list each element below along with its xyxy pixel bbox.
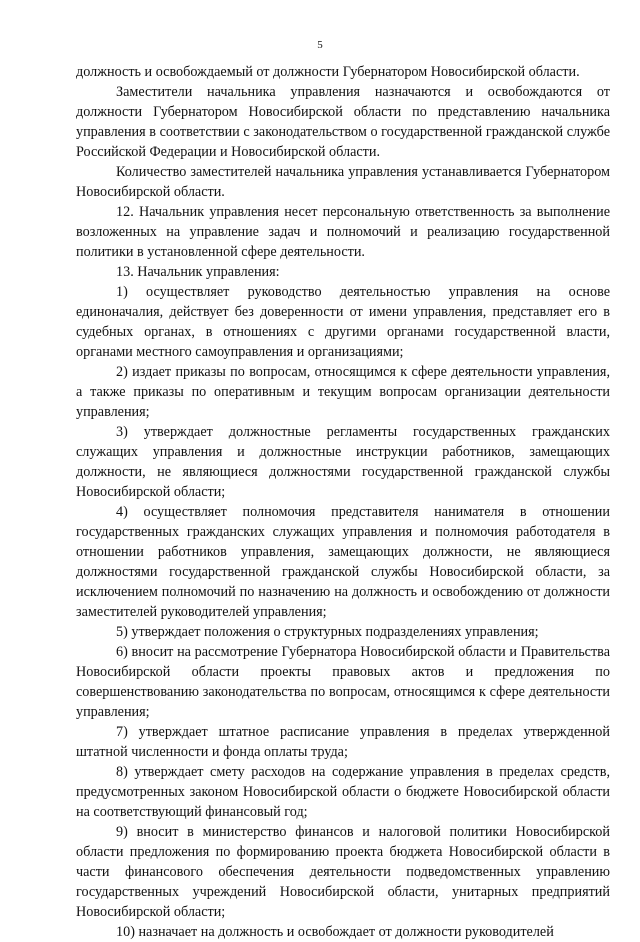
paragraph-deputies-appointment: Заместители начальника управления назначаются и освобождаются от должности Губернатором Новосибирской области по представлению начальника управления в соответствии с законодательством о государственной гражданской службе Российской Федерации и Новосибирской области. xyxy=(76,84,610,160)
list-item-3: 3) утверждает должностные регламенты государственных гражданских служащих управления и должностные инструкции работников, замещающих должности, не являющиеся должностями государственной гражданской службы Новосибирской области; xyxy=(76,424,610,500)
paragraph-deputies-count: Количество заместителей начальника управления устанавливается Губернатором Новосибирской области. xyxy=(76,164,610,200)
list-item-2: 2) издает приказы по вопросам, относящимся к сфере деятельности управления, а также приказы по оперативным и текущим вопросам организации деятельности управления; xyxy=(76,364,610,420)
list-item-7: 7) утверждает штатное расписание управления в пределах утвержденной штатной численности и фонда оплаты труда; xyxy=(76,724,610,760)
page-number: 5 xyxy=(317,39,323,51)
list-item-4: 4) осуществляет полномочия представителя нанимателя в отношении государственных гражданских служащих управления и полномочия работодателя в отношении работников управления, замещающих должности, не являющиеся должностями государственной гражданской службы Новосибирской области, за исключением полномочий по назначению на должность и освобождению от должности заместителей руководителей управления; xyxy=(76,504,610,620)
paragraph-continuation: должность и освобождаемый от должности Губернатором Новосибирской области. xyxy=(76,64,580,80)
list-item-9: 9) вносит в министерство финансов и налоговой политики Новосибирской области предложения по формированию проекта бюджета Новосибирской области в части финансового обеспечения деятельности подведомственных управлению государственных учреждений Новосибирской области, унитарных предприятий Новосибирской области; xyxy=(76,824,610,920)
list-item-5: 5) утверждает положения о структурных подразделениях управления; xyxy=(116,624,539,640)
paragraph-item-13: 13. Начальник управления: xyxy=(116,264,280,280)
list-item-6: 6) вносит на рассмотрение Губернатора Новосибирской области и Правительства Новосибирской области проекты правовых актов и предложения по совершенствованию законодательства по вопросам, относящимся к сфере деятельности управления; xyxy=(76,644,610,720)
list-item-1: 1) осуществляет руководство деятельностью управления на основе единоначалия, действует без доверенности от имени управления, представляет его в судебных органах, в отношениях с другими органами государственной власти, органами местного самоуправления и организациями; xyxy=(76,284,610,360)
list-item-8: 8) утверждает смету расходов на содержание управления в пределах средств, предусмотренных законом Новосибирской области о бюджете Новосибирской области на соответствующий финансовый год; xyxy=(76,764,610,820)
list-item-10: 10) назначает на должность и освобождает от должности руководителей xyxy=(116,924,554,940)
document-body xyxy=(76,62,610,942)
paragraph-item-12: 12. Начальник управления несет персональную ответственность за выполнение возложенных на управление задач и полномочий и реализацию государственной политики в установленной сфере деятельности. xyxy=(76,204,610,260)
